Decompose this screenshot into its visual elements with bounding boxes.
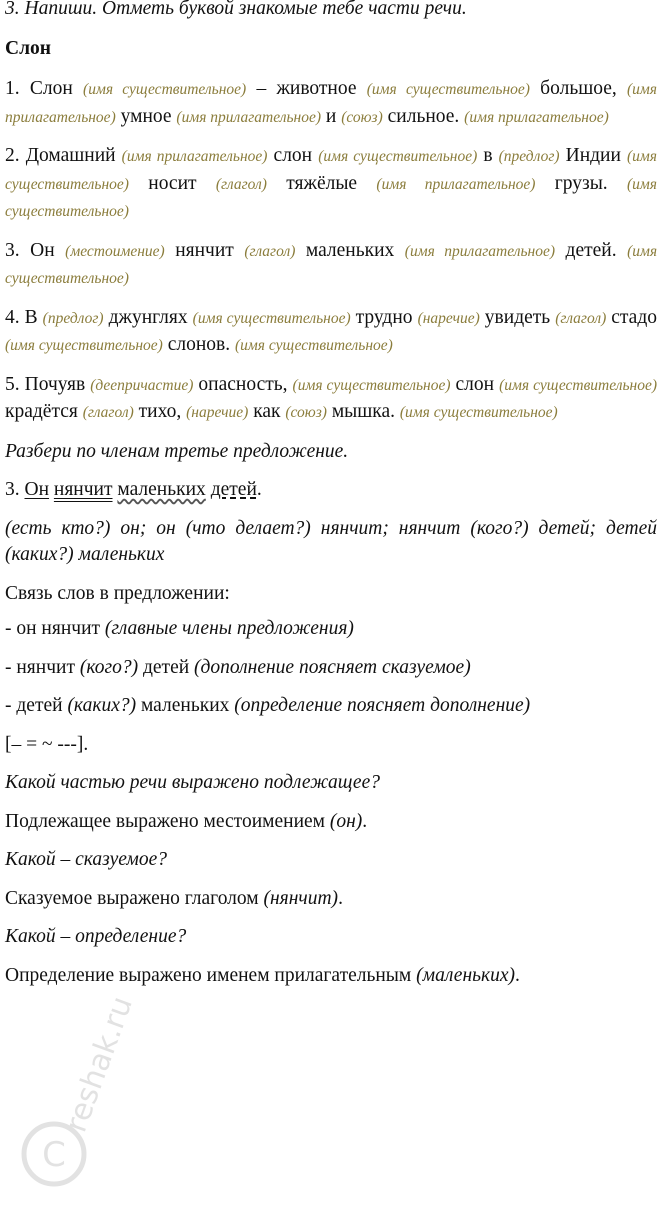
sentence-word: нянчит xyxy=(175,239,234,261)
answer-end: . xyxy=(362,810,368,832)
sentence-word: мышка. xyxy=(331,401,395,422)
sentence-word: крадётся xyxy=(5,401,78,422)
answer-text: Сказуемое выражено глаголом xyxy=(5,887,264,909)
answer xyxy=(5,963,657,990)
sentence-word: большое, xyxy=(540,78,617,99)
answer xyxy=(5,809,657,836)
answer-end: . xyxy=(515,964,520,986)
sentence-word: детей. xyxy=(565,239,617,261)
link-note: (кого?) xyxy=(79,656,139,678)
sentence-word: носит xyxy=(148,172,197,194)
link-dependent: детей xyxy=(138,656,195,678)
parsed-sentence xyxy=(5,477,657,504)
part-of-speech-note: (имя прилагательное) xyxy=(5,81,657,126)
sentence-word: стадо xyxy=(611,306,658,328)
sentence-number: 4. xyxy=(5,306,20,328)
part-of-speech-note: (имя существительное) xyxy=(499,376,658,394)
sentence-2 xyxy=(5,143,657,226)
part-of-speech-note: (имя прилагательное) xyxy=(464,108,609,126)
link-explanation: (определение поясняет дополнение) xyxy=(234,695,531,716)
predicate-word: нянчит xyxy=(53,479,113,500)
part-of-speech-note: (имя существительное) xyxy=(83,81,247,98)
sentence-5 xyxy=(5,372,657,427)
part-of-speech-note: (глагол) xyxy=(555,309,607,327)
sentence-word: грузы. xyxy=(554,172,608,194)
object-word: детей xyxy=(210,479,257,500)
attribute-word: маленьких xyxy=(117,479,206,500)
svg-text:C: C xyxy=(42,1135,66,1175)
part-of-speech-note: (союз) xyxy=(341,108,383,126)
link-item xyxy=(5,616,657,643)
links-list xyxy=(5,616,657,720)
sentence-word: слонов. xyxy=(167,334,231,355)
parsed-number: 3. xyxy=(5,479,20,500)
link-note: (главные члены предложения) xyxy=(104,618,354,639)
sentence-number: 1. xyxy=(5,78,20,99)
sentence-word: маленьких xyxy=(305,239,395,261)
sentence-4 xyxy=(5,305,657,360)
sentence-word: как xyxy=(253,401,281,422)
questions-line: (есть кто?) он; он (что делает?) нянчит; нянчит (кого?) детей; детей (каких?) маленьких xyxy=(5,517,657,565)
sentence-number: 3. xyxy=(5,239,20,261)
sentence-number: 5. xyxy=(5,373,20,395)
link-explanation: (дополнение поясняет сказуемое) xyxy=(194,656,471,678)
part-of-speech-note: (имя существительное) xyxy=(399,404,558,421)
link-words: - он нянчит xyxy=(5,618,105,639)
links-title: Связь слов в предложении: xyxy=(5,582,230,604)
answer-example: (нянчит) xyxy=(263,887,339,909)
answer-end: . xyxy=(338,887,343,909)
part-of-speech-note: (глагол) xyxy=(82,404,134,421)
sentences-list xyxy=(5,76,657,427)
link-item xyxy=(5,693,657,720)
watermark-logo xyxy=(14,991,164,1204)
part-of-speech-note: (наречие) xyxy=(186,404,249,421)
link-words: - нянчит xyxy=(5,656,80,678)
sentence-word: и xyxy=(325,105,337,127)
part-of-speech-note: (имя существительное) xyxy=(5,242,658,287)
part-of-speech-note: (наречие) xyxy=(417,309,480,327)
text-title: Слон xyxy=(5,37,52,59)
sentence-word: тяжёлые xyxy=(286,172,358,194)
parsed-end: . xyxy=(256,479,262,500)
sentence-word: в xyxy=(483,145,493,166)
sentence-word: тихо, xyxy=(138,401,182,422)
link-note: (каких?) xyxy=(67,695,137,716)
part-of-speech-note: (имя существительное) xyxy=(318,148,478,165)
part-of-speech-note: (имя существительное) xyxy=(5,175,658,220)
part-of-speech-note: (союз) xyxy=(285,404,327,421)
part-of-speech-note: (имя существительное) xyxy=(292,376,451,394)
part-of-speech-note: (имя прилагательное) xyxy=(376,175,536,193)
sentence-word: животное xyxy=(276,78,357,99)
part-of-speech-note: (местоимение) xyxy=(65,242,165,260)
link-words: - детей xyxy=(5,695,68,716)
question: Какой – определение? xyxy=(5,926,187,947)
sentence-word: Он xyxy=(30,239,55,261)
sentence-word: умное xyxy=(120,105,172,127)
link-dependent: маленьких xyxy=(136,695,235,716)
qa-list xyxy=(5,770,657,989)
answer-example: (он) xyxy=(329,810,363,832)
sentence-word: В xyxy=(24,306,38,328)
sentence-word: джунглях xyxy=(108,306,188,328)
sentence-word: Индии xyxy=(565,145,621,166)
sentence-number: 2. xyxy=(5,145,20,166)
part-of-speech-note: (деепричастие) xyxy=(90,376,194,394)
sentence-word: Почуяв xyxy=(24,373,86,395)
sentence-word: сильное. xyxy=(387,105,460,127)
part-of-speech-note: (предлог) xyxy=(498,148,560,165)
part-of-speech-note: (имя существительное) xyxy=(5,337,163,354)
task-title: 3. Напиши. Отметь буквой знакомые тебе части речи. xyxy=(5,0,467,19)
sentence-word: увидеть xyxy=(484,306,551,328)
svg-text:reshak.ru: reshak.ru xyxy=(58,991,140,1137)
answer xyxy=(5,886,657,913)
sentence-word: слон xyxy=(455,373,495,395)
question: Какой – сказуемое? xyxy=(5,849,168,870)
scheme: [– = ~ ---]. xyxy=(5,733,89,755)
part-of-speech-note: (имя существительное) xyxy=(366,81,530,98)
part-of-speech-note: (имя прилагательное) xyxy=(121,148,268,165)
part-of-speech-note: (имя существительное) xyxy=(235,337,393,354)
part-of-speech-note: (глагол) xyxy=(215,175,267,193)
answer-text: Подлежащее выражено местоимением xyxy=(5,810,330,832)
question: Какой частью речи выражено подлежащее? xyxy=(5,772,380,793)
part-of-speech-note: (имя существительное) xyxy=(192,309,351,327)
part-of-speech-note: (имя существительное) xyxy=(5,148,658,193)
sentence-word: опасность, xyxy=(198,373,288,395)
sentence-word: Слон xyxy=(29,78,73,99)
parse-task: Разбери по членам третье предложение. xyxy=(5,440,349,462)
part-of-speech-note: (предлог) xyxy=(42,309,104,327)
part-of-speech-note: (глагол) xyxy=(244,242,296,260)
subject-word: Он xyxy=(24,479,50,500)
part-of-speech-note: (имя прилагательное) xyxy=(404,242,556,260)
link-item xyxy=(5,655,657,682)
sentence-word: Домашний xyxy=(25,145,116,166)
answer-text: Определение выражено именем прилагательным xyxy=(5,964,417,986)
answer-example: (маленьких) xyxy=(416,964,516,986)
sentence-word: слон xyxy=(273,145,313,166)
sentence-3 xyxy=(5,238,657,293)
part-of-speech-note: (имя прилагательное) xyxy=(176,108,322,126)
sentence-word: – xyxy=(256,78,267,99)
sentence-word: трудно xyxy=(355,306,413,328)
sentence-1 xyxy=(5,76,657,131)
